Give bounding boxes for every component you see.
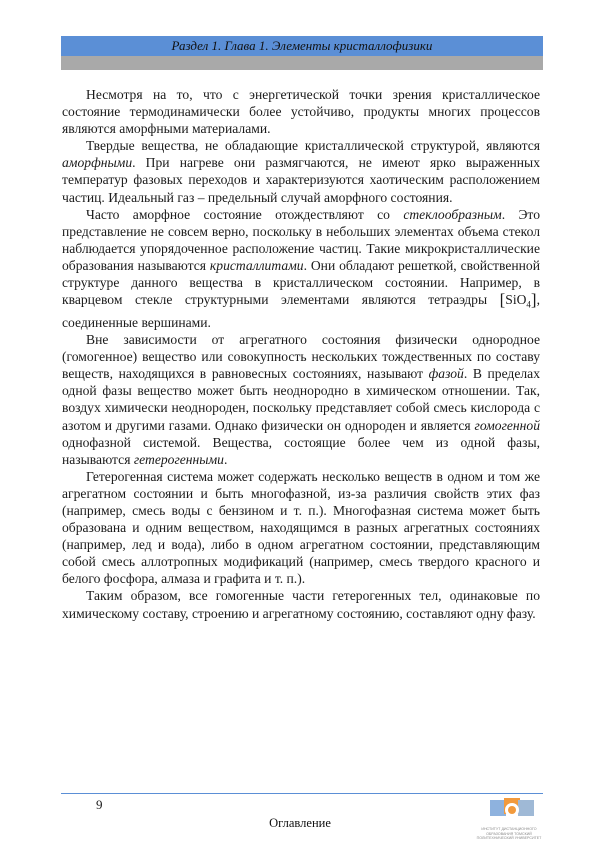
formula-subscript: 4 xyxy=(526,299,531,310)
table-of-contents-link[interactable]: Оглавление xyxy=(269,816,331,830)
logo-square-right xyxy=(518,800,534,816)
running-header-title: Раздел 1. Глава 1. Элементы кристаллофизики xyxy=(171,38,433,53)
italic-term: стеклообразным xyxy=(403,206,502,222)
italic-term: аморфными xyxy=(62,155,133,171)
chemical-formula: [SiO$_4$] xyxy=(499,290,537,310)
paragraph xyxy=(62,331,540,468)
text-run: Таким образом, все гомогенные части гетерогенных тел, одинаковые по химическому составу, строению и агрегатному состоянию, составляют одну фазу. xyxy=(62,588,540,621)
logo-caption: ИНСТИТУТ ДИСТАНЦИОННОГО ОБРАЗОВАНИЯ ТОМСКИЙ ПОЛИТЕХНИЧЕСКИЙ УНИВЕРСИТЕТ xyxy=(476,827,542,841)
paragraph xyxy=(62,587,540,621)
header-divider xyxy=(61,56,543,70)
paragraph xyxy=(62,206,540,331)
text-run: Несмотря на то, что с энергетической точки зрения кристаллическое состояние термодинамически более устойчиво, продукты многих процессов являются аморфными материалами. xyxy=(62,87,540,137)
paragraph xyxy=(62,137,540,205)
logo-square-left xyxy=(490,800,506,816)
text-run: Вне зависимости от агрегатного состояния физически однородное (гомогенное) вещество или совокупность нескольких тождественных по составу веществ, находящихся в равновесных состояниях, называют xyxy=(62,332,540,382)
logo-circle-inner xyxy=(508,806,516,814)
footer-rule xyxy=(61,793,543,794)
text-run: . Это представление не совсем верно, поскольку в небольших элементах объема стекол наблюдается упорядоченное расположение частиц. Такие микрокристаллические образования называются xyxy=(62,206,540,273)
text-run: однофазной системой. Вещества, состоящие более чем из одной фазы, называются xyxy=(62,434,540,467)
formula-base: SiO xyxy=(505,292,527,308)
italic-term: гетерогенными xyxy=(133,451,224,467)
page-number: 9 xyxy=(96,797,103,812)
text-run: Твердые вещества, не обладающие кристаллической структурой, являются xyxy=(86,138,540,154)
text-run: , соединенные вершинами. xyxy=(62,292,540,330)
paragraph xyxy=(62,86,540,137)
paragraph xyxy=(62,468,540,588)
text-run: Часто аморфное состояние отождествляют со xyxy=(86,206,404,222)
text-run: . В пределах одной фазы вещество может быть неоднородно в химическом отношении. Так, воздух химически неоднороден, поскольку представляет собой смесь кислорода с азотом и другими газами. Однако физически он однороден и является xyxy=(62,366,540,433)
text-run: . xyxy=(223,451,228,467)
italic-term: кристаллитами xyxy=(209,257,304,273)
text-run: . Они обладают решеткой, свойственной структуре данного вещества в кристаллическом состоянии. Например, в кварцевом стекле структурными элементами являются тетраэдры xyxy=(62,257,540,308)
body-text xyxy=(62,86,540,622)
italic-term: фазой xyxy=(428,366,464,382)
italic-term: гомогенной xyxy=(474,417,540,433)
text-run: Гетерогенная система может содержать несколько веществ в одном и том же агрегатном состоянии и быть многофазной, из-за различия свойств этих фаз (например, смесь воды с бензином и т. п.). Многофазная система может быть образована и одним веществом, находящимся в разных агрегатных состояниях (например, лед и вода), либо в одном агрегатном состоянии, представляющим собой смесь аллотропных модификаций (например, смесь твердого красного и белого фосфора, алмаза и графита и т. п.). xyxy=(62,468,540,587)
text-run: . При нагреве они размягчаются, не имеют ярко выраженных температур фазовых переходов и характеризуются хаотическим расположением частиц. Идеальный газ – предельный случай аморфного состояния. xyxy=(62,155,540,205)
